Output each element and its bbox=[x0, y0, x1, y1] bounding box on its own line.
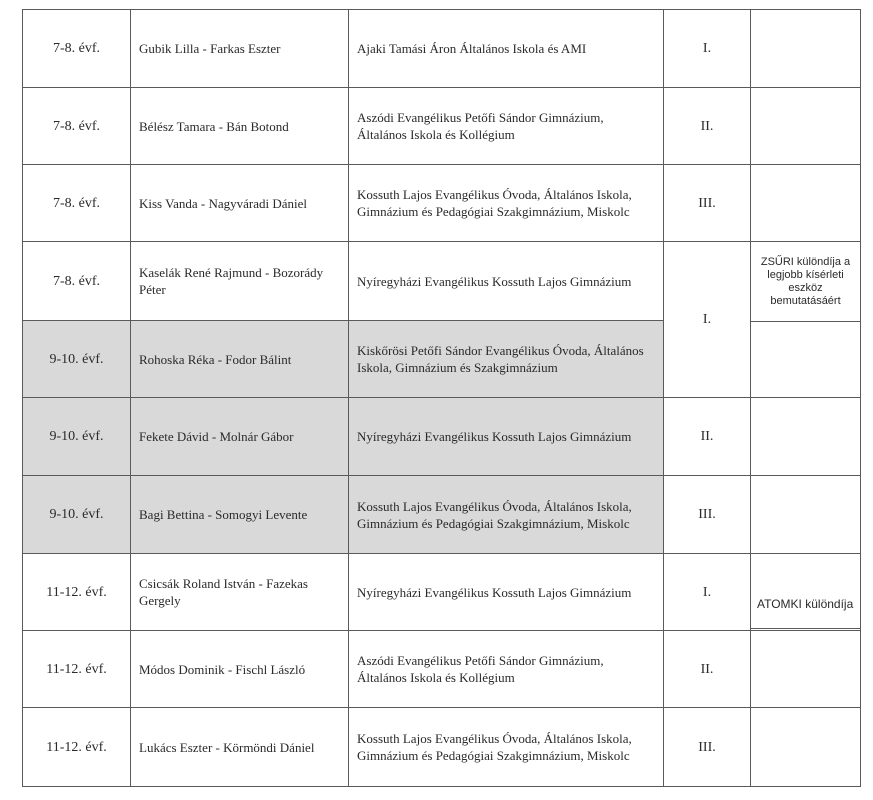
team-names-cell-text: Gubik Lilla - Farkas Eszter bbox=[139, 41, 281, 56]
place-cell bbox=[663, 707, 751, 787]
school-cell-text: Kossuth Lajos Evangélikus Óvoda, Általános Iskola, Gimnázium és Pedagógiai Szakgimnázium, Miskolc bbox=[357, 187, 632, 219]
school-cell bbox=[348, 475, 664, 554]
grade-cell bbox=[22, 475, 131, 554]
grade-cell-text: 9-10. évf. bbox=[49, 351, 104, 367]
grade-cell bbox=[22, 9, 131, 88]
school-cell-text: Aszódi Evangélikus Petőfi Sándor Gimnázium, Általános Iskola és Kollégium bbox=[357, 110, 604, 142]
place-cell-text: II. bbox=[700, 661, 714, 677]
team-names-cell bbox=[130, 9, 349, 88]
team-names-cell-text: Lukács Eszter - Körmöndi Dániel bbox=[139, 739, 315, 755]
atomki-special-prize-cell bbox=[750, 553, 861, 629]
school-cell bbox=[348, 241, 664, 321]
school-cell bbox=[348, 707, 664, 787]
place-cell bbox=[663, 87, 751, 165]
grade-cell-text: 11-12. évf. bbox=[46, 661, 107, 677]
grade-cell-text: 9-10. évf. bbox=[49, 507, 104, 522]
team-names-cell bbox=[130, 630, 349, 708]
school-cell bbox=[348, 630, 664, 708]
school-cell-text: Nyíregyházi Evangélikus Kossuth Lajos Gimnázium bbox=[357, 273, 632, 289]
note-cell bbox=[750, 397, 861, 476]
school-cell-text: Nyíregyházi Evangélikus Kossuth Lajos Gimnázium bbox=[357, 584, 632, 600]
results-table bbox=[22, 9, 860, 786]
team-names-cell bbox=[130, 320, 349, 398]
place-cell-text: I. bbox=[702, 312, 712, 327]
place-cell-text: III. bbox=[698, 507, 716, 522]
school-cell-text: Kossuth Lajos Evangélikus Óvoda, Általános Iskola, Gimnázium és Pedagógiai Szakgimnázium, Miskolc bbox=[357, 498, 632, 531]
note-cell bbox=[750, 164, 861, 242]
team-names-cell bbox=[130, 241, 349, 321]
grade-cell bbox=[22, 87, 131, 165]
team-names-cell-text: Kiss Vanda - Nagyváradi Dániel bbox=[139, 195, 307, 211]
jury-special-prize-cell-text: ZSŰRI különdíja a legjobb kísérleti eszköz bemutatásáért bbox=[760, 255, 851, 307]
place-cell bbox=[663, 241, 751, 398]
place-cell bbox=[663, 630, 751, 708]
grade-cell bbox=[22, 707, 131, 787]
place-cell-text: I. bbox=[702, 41, 712, 56]
grade-cell-text: 11-12. évf. bbox=[46, 739, 107, 755]
place-cell-text: III. bbox=[698, 739, 716, 755]
note-cell bbox=[750, 321, 861, 398]
place-cell-text: II. bbox=[700, 118, 714, 134]
grade-cell bbox=[22, 164, 131, 242]
school-cell bbox=[348, 87, 664, 165]
grade-cell bbox=[22, 397, 131, 476]
team-names-cell-text: Bagi Bettina - Somogyi Levente bbox=[139, 507, 308, 522]
place-cell bbox=[663, 9, 751, 88]
team-names-cell-text: Fekete Dávid - Molnár Gábor bbox=[139, 429, 294, 444]
jury-special-prize-cell bbox=[750, 241, 861, 322]
grade-cell bbox=[22, 241, 131, 321]
note-cell bbox=[750, 630, 861, 708]
note-cell bbox=[750, 628, 861, 631]
note-cell bbox=[750, 707, 861, 787]
place-cell-text: III. bbox=[698, 195, 716, 211]
school-cell-text: Kiskőrösi Petőfi Sándor Evangélikus Óvoda, Általános Iskola, Gimnázium és Szakgimnázium bbox=[357, 343, 644, 375]
atomki-special-prize-cell-text: ATOMKI különdíja bbox=[757, 597, 854, 611]
place-cell-text: II. bbox=[700, 429, 714, 444]
grade-cell-text: 9-10. évf. bbox=[49, 429, 104, 444]
school-cell bbox=[348, 9, 664, 88]
team-names-cell-text: Módos Dominik - Fischl László bbox=[139, 661, 306, 677]
grade-cell-text: 7-8. évf. bbox=[52, 118, 101, 134]
team-names-cell-text: Csicsák Roland István - Fazekas Gergely bbox=[139, 576, 308, 608]
team-names-cell-text: Bélész Tamara - Bán Botond bbox=[139, 118, 289, 134]
team-names-cell bbox=[130, 475, 349, 554]
school-cell bbox=[348, 553, 664, 631]
place-cell bbox=[663, 397, 751, 476]
school-cell bbox=[348, 320, 664, 398]
school-cell-text: Kossuth Lajos Evangélikus Óvoda, Általános Iskola, Gimnázium és Pedagógiai Szakgimnázium, Miskolc bbox=[357, 731, 632, 763]
team-names-cell bbox=[130, 164, 349, 242]
school-cell-text: Ajaki Tamási Áron Általános Iskola és AMI bbox=[357, 41, 587, 56]
note-cell bbox=[750, 9, 861, 88]
place-cell-text: I. bbox=[702, 584, 712, 600]
school-cell-text: Nyíregyházi Evangélikus Kossuth Lajos Gimnázium bbox=[357, 429, 632, 444]
team-names-cell-text: Kaselák René Rajmund - Bozorády Péter bbox=[139, 265, 324, 297]
school-cell bbox=[348, 397, 664, 476]
place-cell bbox=[663, 553, 751, 631]
grade-cell-text: 7-8. évf. bbox=[52, 195, 101, 211]
grade-cell bbox=[22, 320, 131, 398]
team-names-cell bbox=[130, 707, 349, 787]
team-names-cell bbox=[130, 397, 349, 476]
school-cell-text: Aszódi Evangélikus Petőfi Sándor Gimnázium, Általános Iskola és Kollégium bbox=[357, 653, 604, 685]
note-cell bbox=[750, 87, 861, 165]
team-names-cell bbox=[130, 553, 349, 631]
grade-cell-text: 7-8. évf. bbox=[52, 41, 101, 56]
grade-cell-text: 11-12. évf. bbox=[46, 584, 107, 600]
place-cell bbox=[663, 164, 751, 242]
grade-cell bbox=[22, 630, 131, 708]
team-names-cell bbox=[130, 87, 349, 165]
grade-cell bbox=[22, 553, 131, 631]
team-names-cell-text: Rohoska Réka - Fodor Bálint bbox=[139, 351, 292, 367]
note-cell bbox=[750, 475, 861, 554]
place-cell bbox=[663, 475, 751, 554]
grade-cell-text: 7-8. évf. bbox=[52, 273, 101, 289]
school-cell bbox=[348, 164, 664, 242]
